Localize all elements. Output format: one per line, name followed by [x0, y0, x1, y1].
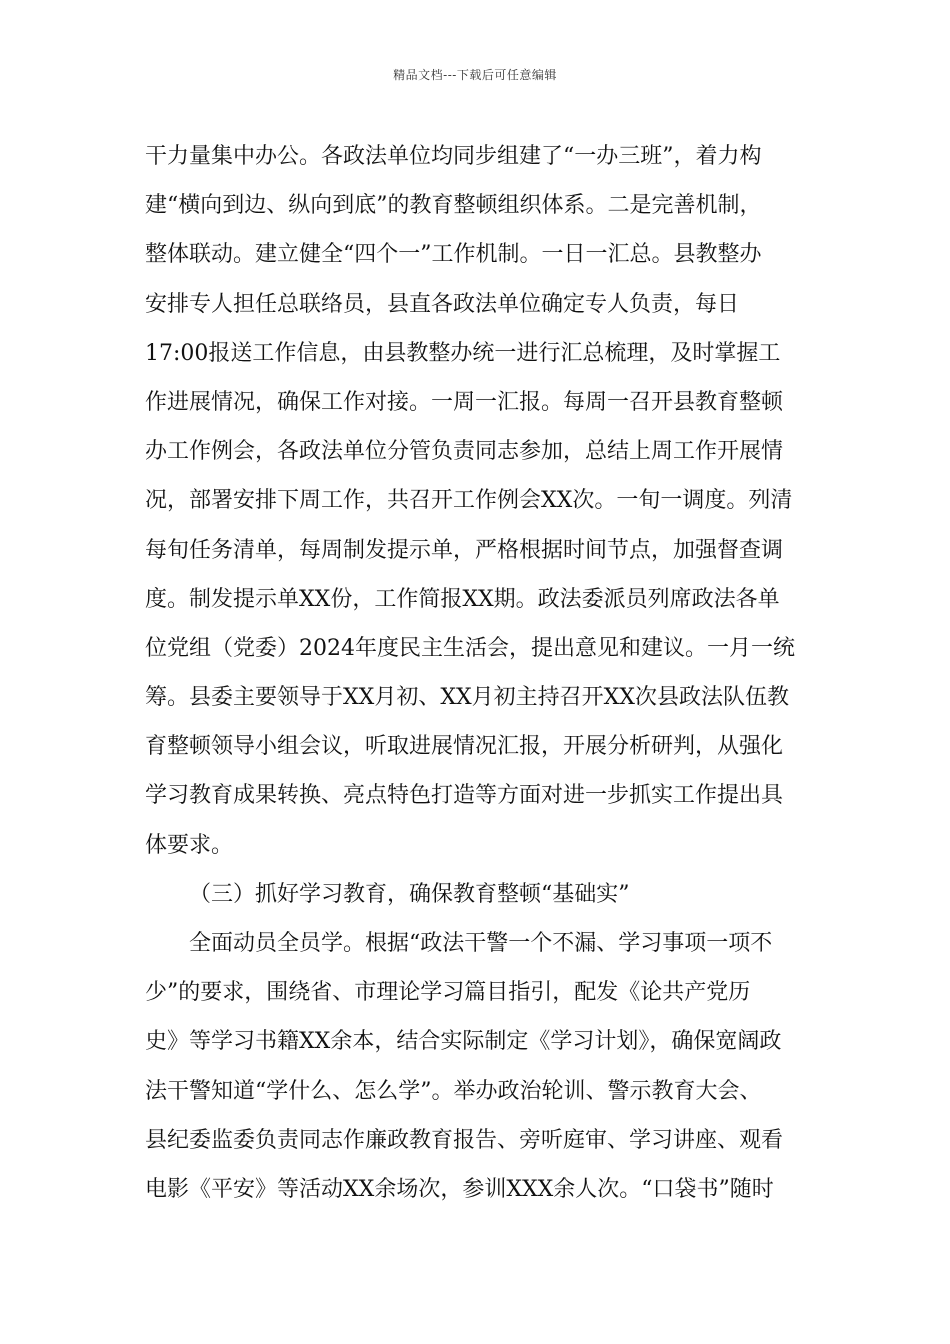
text-line: 作进展情况，确保工作对接。一周一汇报。每周一召开县教育整顿 [145, 389, 784, 415]
section-heading: （三）抓好学习教育，确保教育整顿“基础实” [189, 881, 630, 907]
text-line: 度。制发提示单XX份，工作简报XX期。政法委派员列席政法各单 [145, 586, 780, 612]
text-line: 筹。县委主要领导于XX月初、XX月初主持召开XX次县政法队伍教 [145, 685, 789, 711]
text-line: 干力量集中办公。各政法单位均同步组建了“一办三班”，着力构 [145, 144, 762, 169]
text-line: 建“横向到边、纵向到底”的教育整顿组织体系。二是完善机制， [145, 193, 762, 219]
text-line: 体要求。 [145, 832, 234, 858]
text-line: 少”的要求，围绕省、市理论学习篇目指引，配发《论共产党历 [145, 980, 751, 1006]
text-line: 法干警知道“学什么、怎么学”。举办政治轮训、警示教育大会、 [145, 1078, 762, 1104]
text-line: 办工作例会，各政法单位分管负责同志参加，总结上周工作开展情 [145, 439, 784, 465]
text-line: 县纪委监委负责同志作廉政教育报告、旁听庭审、学习讲座、观看 [145, 1127, 784, 1153]
document-body [145, 132, 810, 1214]
text-line: 安排专人担任总联络员，县直各政法单位确定专人负责，每日 [145, 291, 740, 317]
text-line: 学习教育成果转换、亮点特色打造等方面对进一步抓实工作提出具 [145, 783, 784, 809]
text-line: 电影《平安》等活动XX余场次，参训XXX余人次。“口袋书”随时 [145, 1176, 774, 1202]
text-line: 育整顿领导小组会议，听取进展情况汇报，开展分析研判，从强化 [145, 734, 784, 760]
text-line: 整体联动。建立健全“四个一”工作机制。一日一汇总。县教整办 [145, 242, 762, 268]
text-line: 况，部署安排下周工作，共召开工作例会XX次。一旬一调度。列清 [145, 488, 793, 514]
text-line: 全面动员全员学。根据“政法干警一个不漏、学习事项一项不 [189, 931, 773, 956]
page-header: 精品文档---下载后可任意编辑 [393, 68, 557, 82]
text-line: 史》等学习书籍XX余本，结合实际制定《学习计划》，确保宽阔政 [145, 1029, 782, 1055]
text-line: 位党组（党委）2024年度民主生活会，提出意见和建议。一月一统 [145, 635, 795, 661]
text-line: 17:00报送工作信息，由县教整办统一进行汇总梳理，及时掌握工 [145, 340, 781, 366]
text-line: 每旬任务清单，每周制发提示单，严格根据时间节点，加强督查调 [145, 537, 784, 563]
